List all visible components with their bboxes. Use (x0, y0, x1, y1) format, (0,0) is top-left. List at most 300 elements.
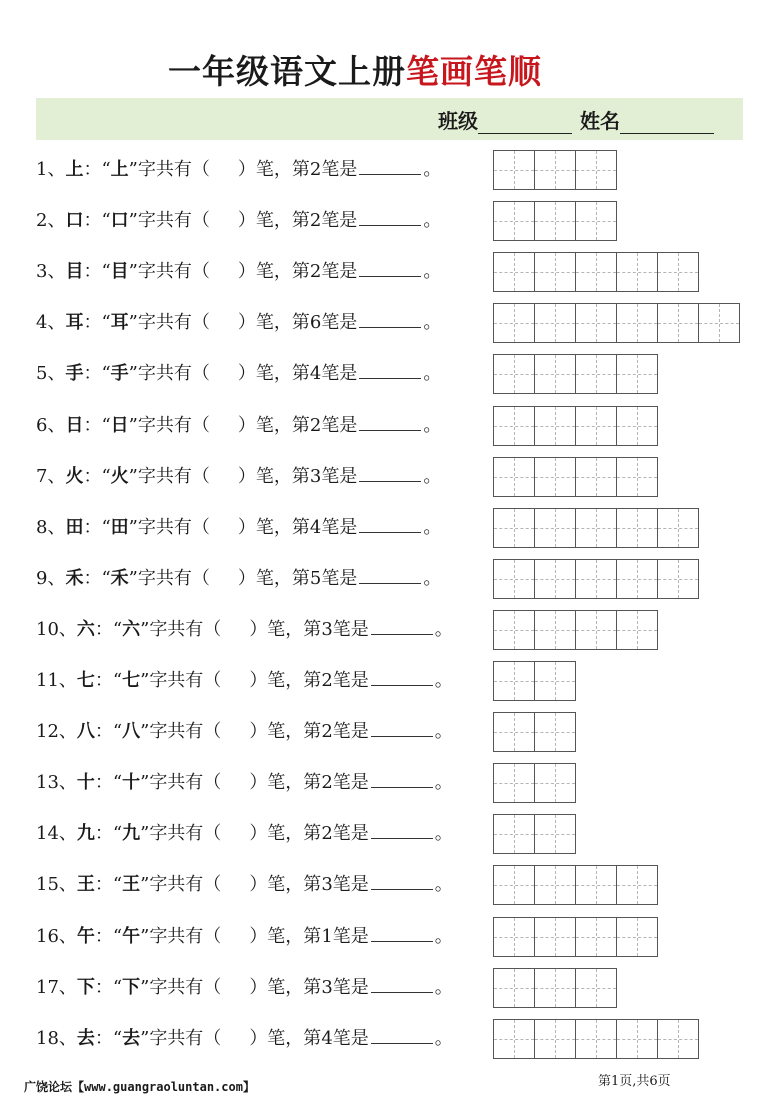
question-mid-text: 字共有（ (149, 925, 222, 947)
open-quote: “ (101, 312, 111, 334)
question-char: 上 (65, 159, 84, 180)
close-quote: ” (128, 465, 138, 487)
close-quote: ” (128, 261, 138, 283)
stroke-answer-blank[interactable] (359, 258, 421, 277)
open-quote: “ (101, 465, 111, 487)
sentence-end: 。 (434, 874, 453, 896)
close-quote: ” (140, 874, 150, 896)
stroke-answer-blank[interactable] (371, 1025, 433, 1044)
colon: ： (83, 414, 102, 436)
grid-cell[interactable] (493, 1019, 535, 1059)
stroke-number: 2 (309, 261, 322, 283)
open-quote: “ (112, 772, 123, 794)
open-quote: “ (112, 823, 123, 845)
grid-cell[interactable] (575, 1019, 617, 1059)
open-quote: “ (101, 414, 111, 436)
stroke-number: 1 (321, 925, 333, 947)
sentence-end: 。 (434, 670, 453, 691)
grid-cell[interactable] (534, 968, 576, 1008)
close-quote: ” (140, 823, 150, 845)
grid-cell[interactable] (534, 814, 576, 854)
grid-cell[interactable] (575, 406, 617, 446)
class-field (438, 105, 572, 134)
close-quote: ” (128, 516, 138, 538)
grid-cell[interactable] (534, 508, 576, 548)
after-paren-text: ）笔，第 (249, 721, 322, 743)
question-char: 六 (76, 618, 95, 640)
question-char: 禾 (65, 567, 84, 589)
page-title (0, 46, 710, 93)
question-number: 7、 (36, 465, 66, 487)
grid-cell[interactable] (534, 354, 576, 394)
grid-cell[interactable] (493, 917, 535, 957)
after-paren-text: ）笔，第 (237, 414, 310, 436)
grid-cell[interactable] (493, 150, 535, 190)
close-quote: ” (128, 210, 138, 232)
page-number: 第1页,共6页 (598, 1074, 671, 1089)
stroke-number: 2 (309, 210, 322, 232)
stroke-answer-blank[interactable] (359, 463, 421, 482)
question-number: 10、 (36, 618, 77, 640)
grid-cell[interactable] (575, 150, 617, 190)
question-row (36, 718, 453, 746)
stroke-number: 2 (309, 414, 322, 436)
grid-cell[interactable] (575, 457, 617, 497)
after-paren-text: ）笔，第 (237, 363, 310, 385)
sentence-end: 。 (434, 925, 453, 947)
question-char: 耳 (65, 312, 84, 334)
writing-grid (494, 354, 658, 394)
stroke-suffix: 笔是 (321, 567, 358, 589)
grid-cell[interactable] (493, 303, 535, 343)
question-mid-text: 字共有（ (137, 363, 210, 385)
question-row (36, 514, 441, 542)
question-number: 11、 (36, 670, 77, 691)
sentence-end: 。 (423, 261, 442, 283)
open-quote: “ (101, 363, 111, 385)
question-mid-text: 字共有（ (137, 567, 210, 589)
colon: ： (83, 312, 102, 334)
footer-site (24, 1078, 255, 1095)
after-paren-text: ）笔，第 (249, 1027, 322, 1049)
open-quote: “ (112, 618, 123, 640)
stroke-answer-blank[interactable] (359, 565, 421, 584)
writing-grid (494, 303, 740, 343)
close-quote: ” (140, 1027, 150, 1049)
writing-grid (494, 406, 658, 446)
open-quote: “ (101, 159, 111, 180)
quoted-char: 十 (122, 772, 141, 794)
grid-cell[interactable] (616, 865, 658, 905)
grid-cell[interactable] (493, 508, 535, 548)
question-number: 17、 (36, 976, 77, 998)
grid-cell[interactable] (657, 1019, 699, 1059)
question-mid-text: 字共有（ (149, 1027, 222, 1049)
question-number: 16、 (36, 925, 77, 947)
grid-cell[interactable] (575, 917, 617, 957)
stroke-suffix: 笔是 (332, 721, 369, 743)
quoted-char: 王 (122, 874, 141, 896)
after-paren-text: ）笔，第 (249, 874, 322, 896)
grid-cell[interactable] (616, 406, 658, 446)
grid-cell[interactable] (575, 865, 617, 905)
question-mid-text: 字共有（ (149, 823, 222, 845)
close-quote: ” (128, 159, 138, 180)
grid-cell[interactable] (657, 303, 699, 343)
stroke-answer-blank[interactable] (371, 616, 433, 635)
stroke-number: 3 (309, 465, 322, 487)
grid-cell[interactable] (493, 763, 535, 803)
grid-cell[interactable] (534, 559, 576, 599)
sentence-end: 。 (423, 516, 442, 538)
grid-cell[interactable] (575, 252, 617, 292)
question-number: 15、 (36, 874, 77, 896)
grid-cell[interactable] (493, 457, 535, 497)
sentence-end: 。 (434, 1027, 453, 1049)
stroke-number: 2 (321, 823, 333, 845)
quoted-char: 八 (122, 721, 141, 743)
writing-grid (494, 814, 576, 854)
question-char: 九 (76, 823, 95, 845)
grid-cell[interactable] (534, 201, 576, 241)
open-quote: “ (101, 516, 111, 538)
question-mid-text: 字共有（ (137, 210, 210, 232)
grid-cell[interactable] (493, 661, 535, 701)
quoted-char: 九 (122, 823, 141, 845)
writing-grid (494, 610, 658, 650)
quoted-char: 午 (122, 925, 141, 947)
question-row (36, 207, 441, 235)
stroke-suffix: 笔是 (332, 925, 369, 947)
question-char: 去 (76, 1027, 95, 1049)
close-quote: ” (140, 618, 150, 640)
sentence-end: 。 (423, 465, 442, 487)
quoted-char: 手 (110, 363, 129, 385)
colon: ： (94, 925, 113, 947)
question-mid-text: 字共有（ (149, 670, 222, 691)
question-mid-text: 字共有（ (137, 516, 210, 538)
grid-cell[interactable] (575, 968, 617, 1008)
colon: ： (94, 1027, 113, 1049)
question-row (36, 412, 441, 440)
grid-cell[interactable] (534, 865, 576, 905)
question-char: 八 (76, 721, 95, 743)
grid-cell[interactable] (698, 303, 740, 343)
stroke-answer-blank[interactable] (359, 360, 421, 379)
writing-grid (494, 661, 576, 701)
after-paren-text: ）笔，第 (249, 976, 322, 998)
colon: ： (94, 721, 113, 743)
question-char: 王 (76, 874, 95, 896)
open-quote: “ (112, 670, 123, 691)
close-quote: ” (140, 670, 150, 691)
grid-cell[interactable] (493, 559, 535, 599)
stroke-number: 6 (309, 312, 322, 334)
after-paren-text: ）笔，第 (237, 261, 310, 283)
writing-grid (494, 968, 617, 1008)
writing-grid (494, 559, 699, 599)
title-black: 一年级语文上册 (168, 52, 406, 91)
question-mid-text: 字共有（ (137, 465, 210, 487)
stroke-suffix: 笔是 (332, 618, 369, 640)
open-quote: “ (112, 925, 123, 947)
quoted-char: 六 (122, 618, 141, 640)
close-quote: ” (140, 721, 150, 743)
grid-cell[interactable] (534, 150, 576, 190)
grid-cell[interactable] (616, 917, 658, 957)
colon: ： (83, 516, 102, 538)
grid-cell[interactable] (534, 661, 576, 701)
question-char: 十 (76, 772, 95, 794)
sentence-end: 。 (434, 823, 453, 845)
quoted-char: 下 (122, 976, 141, 998)
colon: ： (83, 363, 102, 385)
after-paren-text: ）笔，第 (237, 567, 310, 589)
grid-cell[interactable] (493, 712, 535, 752)
stroke-answer-blank[interactable] (359, 514, 421, 533)
grid-cell[interactable] (616, 508, 658, 548)
stroke-suffix: 笔是 (321, 363, 358, 385)
header-band (36, 98, 743, 140)
name-label: 姓名 (580, 109, 620, 133)
grid-cell[interactable] (575, 559, 617, 599)
grid-cell[interactable] (616, 354, 658, 394)
colon: ： (83, 261, 102, 283)
question-row (36, 565, 441, 593)
question-char: 手 (65, 363, 84, 385)
stroke-suffix: 笔是 (321, 210, 358, 232)
stroke-suffix: 笔是 (332, 976, 369, 998)
grid-cell[interactable] (534, 917, 576, 957)
grid-cell[interactable] (616, 457, 658, 497)
grid-cell[interactable] (493, 252, 535, 292)
question-number: 2、 (36, 210, 66, 232)
stroke-answer-blank[interactable] (359, 156, 421, 175)
after-paren-text: ）笔，第 (237, 465, 310, 487)
open-quote: “ (112, 976, 123, 998)
grid-cell[interactable] (616, 610, 658, 650)
grid-cell[interactable] (616, 1019, 658, 1059)
question-number: 13、 (36, 772, 77, 794)
quoted-char: 去 (122, 1027, 141, 1049)
sentence-end: 。 (423, 312, 442, 334)
writing-grid (494, 1019, 699, 1059)
question-row (36, 258, 441, 286)
grid-cell[interactable] (493, 968, 535, 1008)
stroke-answer-blank[interactable] (371, 820, 433, 839)
grid-cell[interactable] (575, 508, 617, 548)
grid-cell[interactable] (575, 354, 617, 394)
grid-cell[interactable] (657, 508, 699, 548)
colon: ： (83, 210, 102, 232)
colon: ： (83, 567, 102, 589)
writing-grid (494, 865, 658, 905)
question-char: 下 (76, 976, 95, 998)
colon: ： (94, 670, 113, 691)
stroke-suffix: 笔是 (321, 159, 358, 180)
quoted-char: 田 (110, 516, 129, 538)
grid-cell[interactable] (534, 1019, 576, 1059)
stroke-answer-blank[interactable] (371, 923, 433, 942)
open-quote: “ (101, 261, 111, 283)
question-mid-text: 字共有（ (149, 976, 222, 998)
after-paren-text: ）笔，第 (249, 772, 322, 794)
stroke-suffix: 笔是 (332, 1027, 369, 1049)
quoted-char: 目 (110, 261, 129, 283)
grid-cell[interactable] (575, 201, 617, 241)
question-mid-text: 字共有（ (137, 159, 210, 180)
colon: ： (83, 465, 102, 487)
grid-cell[interactable] (575, 303, 617, 343)
quoted-char: 禾 (110, 567, 129, 589)
name-blank[interactable] (620, 113, 714, 134)
question-number: 8、 (36, 516, 66, 538)
quoted-char: 火 (110, 465, 129, 487)
question-char: 午 (76, 925, 95, 947)
title-red: 笔画笔顺 (406, 52, 542, 91)
stroke-answer-blank[interactable] (371, 974, 433, 993)
writing-grid (494, 917, 658, 957)
stroke-number: 3 (321, 976, 333, 998)
sentence-end: 。 (423, 363, 442, 385)
after-paren-text: ）笔，第 (249, 823, 322, 845)
grid-cell[interactable] (493, 406, 535, 446)
stroke-number: 4 (309, 363, 322, 385)
grid-cell[interactable] (493, 865, 535, 905)
close-quote: ” (128, 363, 138, 385)
grid-cell[interactable] (534, 712, 576, 752)
stroke-answer-blank[interactable] (371, 718, 433, 737)
writing-grid (494, 508, 699, 548)
grid-cell[interactable] (616, 252, 658, 292)
stroke-number: 2 (321, 772, 333, 794)
question-char: 火 (65, 465, 84, 487)
question-row (36, 769, 453, 797)
question-number: 6、 (36, 414, 66, 436)
question-mid-text: 字共有（ (149, 772, 222, 794)
question-row (36, 871, 453, 899)
stroke-number: 5 (309, 567, 322, 589)
after-paren-text: ）笔，第 (237, 312, 310, 334)
grid-cell[interactable] (657, 559, 699, 599)
colon: ： (94, 823, 113, 845)
sentence-end: 。 (423, 567, 442, 589)
stroke-suffix: 笔是 (332, 823, 369, 845)
after-paren-text: ）笔，第 (237, 159, 310, 180)
grid-cell[interactable] (616, 559, 658, 599)
grid-cell[interactable] (575, 610, 617, 650)
open-quote: “ (112, 721, 123, 743)
colon: ： (94, 618, 113, 640)
writing-grid (494, 457, 658, 497)
stroke-suffix: 笔是 (332, 772, 369, 794)
stroke-number: 3 (321, 618, 333, 640)
stroke-suffix: 笔是 (321, 465, 358, 487)
stroke-answer-blank[interactable] (359, 412, 421, 431)
grid-cell[interactable] (534, 303, 576, 343)
stroke-number: 2 (321, 670, 333, 691)
grid-cell[interactable] (657, 252, 699, 292)
grid-cell[interactable] (534, 457, 576, 497)
question-row (36, 820, 453, 848)
question-mid-text: 字共有（ (137, 312, 210, 334)
question-char: 目 (65, 261, 84, 283)
open-quote: “ (101, 567, 111, 589)
sentence-end: 。 (434, 976, 453, 998)
question-mid-text: 字共有（ (149, 721, 222, 743)
question-mid-text: 字共有（ (149, 618, 222, 640)
stroke-answer-blank[interactable] (359, 207, 421, 226)
grid-cell[interactable] (616, 303, 658, 343)
stroke-answer-blank[interactable] (371, 871, 433, 890)
writing-grid (494, 150, 617, 190)
question-mid-text: 字共有（ (149, 874, 222, 896)
grid-cell[interactable] (493, 354, 535, 394)
close-quote: ” (140, 772, 150, 794)
question-number: 5、 (36, 363, 66, 385)
question-number: 1、 (36, 159, 66, 180)
quoted-char: 日 (110, 414, 129, 436)
quoted-char: 口 (110, 210, 129, 232)
question-number: 9、 (36, 567, 66, 589)
stroke-number: 4 (321, 1027, 333, 1049)
grid-cell[interactable] (534, 763, 576, 803)
name-field (580, 105, 714, 134)
writing-grid (494, 252, 699, 292)
grid-cell[interactable] (534, 406, 576, 446)
stroke-number: 2 (309, 159, 322, 180)
class-label: 班级 (438, 109, 478, 133)
open-quote: “ (112, 1027, 123, 1049)
question-char: 七 (76, 670, 95, 691)
close-quote: ” (128, 414, 138, 436)
sentence-end: 。 (423, 414, 442, 436)
stroke-suffix: 笔是 (321, 516, 358, 538)
writing-grid (494, 201, 617, 241)
footer-site-url[interactable]: 【www.guangraoluntan.com】 (72, 1080, 255, 1094)
question-char: 日 (65, 414, 84, 436)
colon: ： (83, 159, 102, 180)
grid-cell[interactable] (493, 201, 535, 241)
stroke-suffix: 笔是 (321, 261, 358, 283)
open-quote: “ (112, 874, 123, 896)
quoted-char: 上 (110, 159, 129, 180)
stroke-answer-blank[interactable] (371, 667, 433, 686)
question-row (36, 616, 453, 644)
stroke-answer-blank[interactable] (359, 309, 421, 328)
question-row (36, 1025, 453, 1053)
grid-cell[interactable] (534, 610, 576, 650)
question-row (36, 360, 441, 388)
writing-grid (494, 763, 576, 803)
stroke-answer-blank[interactable] (371, 769, 433, 788)
class-blank[interactable] (478, 113, 572, 134)
question-row (36, 156, 441, 184)
colon: ： (94, 874, 113, 896)
grid-cell[interactable] (534, 252, 576, 292)
grid-cell[interactable] (493, 610, 535, 650)
grid-cell[interactable] (493, 814, 535, 854)
close-quote: ” (128, 312, 138, 334)
stroke-suffix: 笔是 (321, 312, 358, 334)
close-quote: ” (140, 976, 150, 998)
question-row (36, 923, 453, 951)
question-number: 4、 (36, 312, 66, 334)
question-row (36, 309, 441, 337)
question-mid-text: 字共有（ (137, 261, 210, 283)
colon: ： (94, 772, 113, 794)
sentence-end: 。 (423, 210, 442, 232)
